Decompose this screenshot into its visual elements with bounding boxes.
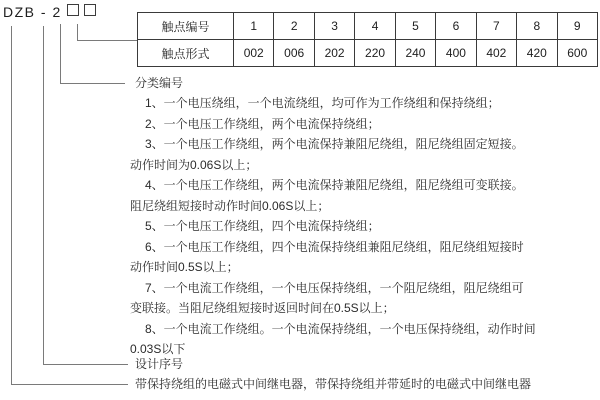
contact-number-cell: 9	[557, 13, 598, 40]
contact-table	[137, 12, 598, 67]
contact-number-cell: 8	[517, 13, 557, 40]
classification-item-1: 1、一个电压绕组，一个电流绕组，均可作为工作绕组和保持绕组；	[145, 96, 500, 110]
connector-line-description	[11, 26, 12, 385]
contact-form-cell: 006	[274, 40, 314, 67]
classification-item-4-cont: 阻尼绕组短接时动作时间0.06S以上；	[130, 199, 330, 213]
contact-form-cell: 600	[557, 40, 598, 67]
relay-description: 带保持绕组的电磁式中间继电器，带保持绕组并带延时的电磁式中间继电器	[135, 377, 532, 391]
connector-line-classification	[60, 83, 125, 84]
connector-line-contact-table	[77, 24, 78, 41]
classification-item-3: 3、一个电压工作绕组，两个电流保持兼阻尼绕组，阻尼绕组固定短接。	[145, 137, 524, 151]
connector-line-classification	[60, 24, 61, 84]
contact-form-cell: 002	[234, 40, 274, 67]
classification-item-8: 8、一个电流工作绕组。一个电流保持绕组，一个电压保持绕组，动作时间	[145, 322, 536, 336]
classification-item-2: 2、一个电压工作绕组，两个电流保持绕组；	[145, 117, 380, 131]
contact-form-cell: 240	[395, 40, 435, 67]
contact-form-cell: 400	[436, 40, 476, 67]
classification-item-5: 5、一个电压工作绕组，四个电流保持绕组；	[145, 219, 380, 233]
contact-number-row	[138, 13, 598, 40]
classification-item-8-cont: 0.03S以下	[130, 342, 186, 356]
contact-form-cell: 220	[355, 40, 395, 67]
connector-line-description	[11, 384, 128, 385]
contact-form-row	[138, 40, 598, 67]
model-prefix: DZB - 2	[3, 4, 62, 20]
contact-number-cell: 1	[234, 13, 274, 40]
contact-number-cell: 2	[274, 13, 314, 40]
connector-line-design-serial	[43, 364, 128, 365]
classification-item-6-cont: 动作时间0.5S以上；	[130, 260, 239, 274]
model-designation	[3, 4, 96, 20]
contact-form-cell: 420	[517, 40, 557, 67]
design-serial-label: 设计序号	[135, 357, 184, 371]
classification-item-3-cont: 动作时间为0.06S以上；	[130, 158, 258, 172]
connector-line-contact-table	[77, 40, 137, 41]
contact-number-cell: 6	[436, 13, 476, 40]
model-digit-box-2	[84, 4, 96, 16]
contact-number-header: 触点编号	[138, 13, 234, 40]
classification-label: 分类编号	[135, 76, 184, 90]
contact-number-cell: 4	[355, 13, 395, 40]
model-digit-box-1	[67, 4, 79, 16]
contact-form-cell: 402	[476, 40, 516, 67]
classification-item-7: 7、一个电流工作绕组，一个电压保持绕组，一个阻尼绕组，阻尼绕组可	[145, 281, 524, 295]
contact-form-header: 触点形式	[138, 40, 234, 67]
contact-form-cell: 202	[314, 40, 354, 67]
classification-item-4: 4、一个电压工作绕组，两个电流保持兼阻尼绕组，阻尼绕组可变联接。	[145, 178, 524, 192]
connector-line-design-serial	[43, 26, 44, 365]
classification-item-7-cont: 变联接。当阻尼绕组短接时返回时间在0.5S以上；	[130, 301, 395, 315]
contact-number-cell: 5	[395, 13, 435, 40]
contact-number-cell: 7	[476, 13, 516, 40]
contact-number-cell: 3	[314, 13, 354, 40]
classification-item-6: 6、一个电压工作绕组，四个电流保持绕组兼阻尼绕组，阻尼绕组短接时	[145, 240, 524, 254]
